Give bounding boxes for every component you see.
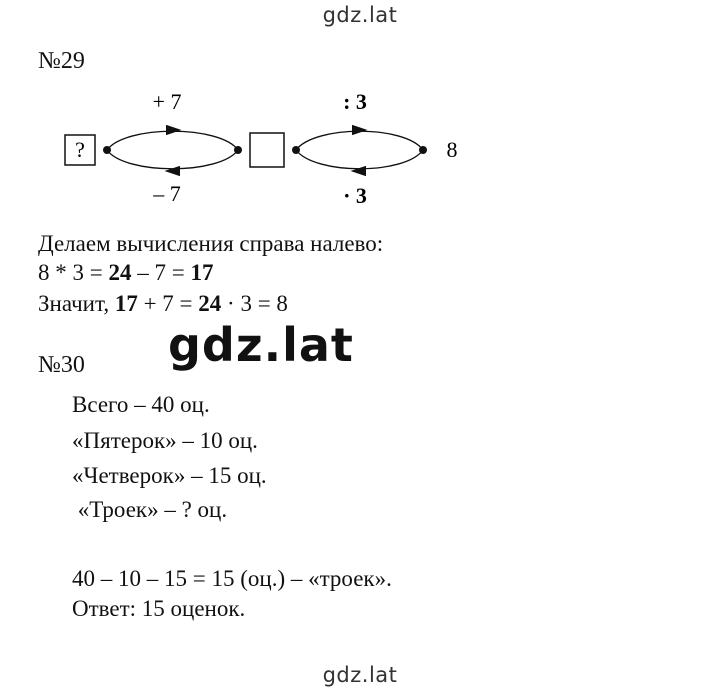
watermark-middle: gdz.lat (168, 318, 354, 372)
task-29-line-1: Делаем вычисления справа налево: (38, 231, 384, 256)
task-30-line-fives: «Пятерок» – 10 оц. (72, 428, 258, 453)
arc2-top-label: : 3 (343, 89, 367, 114)
task-29-line-3 (38, 291, 288, 317)
task-29-line-2-part-a: 8 * 3 = (38, 260, 109, 285)
task-30-solution: 40 – 10 – 15 = 15 (оц.) – «троек». (72, 566, 392, 591)
task-29-line-2 (38, 260, 213, 286)
task-29-line-2-part-c: – 7 = (131, 260, 191, 285)
arc1-top-label: + 7 (152, 89, 182, 114)
task-30-answer: Ответ: 15 оценок. (72, 596, 246, 621)
task-29-line-3-part-c: + 7 = (137, 291, 199, 316)
arc2-bottom-label: · 3 (343, 183, 367, 208)
arc2-top (296, 131, 423, 150)
start-box-label: ? (75, 137, 85, 162)
watermark-bottom: gdz.lat (322, 663, 398, 687)
arc2-bottom (296, 150, 423, 169)
task-29-line-3-part-a: Значит, (38, 291, 115, 316)
arc1-bottom (107, 150, 238, 169)
task-29-line-3-part-e: · 3 = 8 (221, 291, 288, 316)
task-30-line-fours: «Четверок» – 15 оц. (72, 463, 267, 488)
task-29-line-2-part-d: 17 (190, 260, 214, 285)
task-29-diagram (55, 85, 475, 215)
task-29-line-3-part-d: 24 (198, 291, 222, 316)
task-30-number: №30 (38, 352, 85, 378)
task-30-line-total: Всего – 40 оц. (72, 392, 210, 417)
task-29-line-2-part-b: 24 (108, 260, 132, 285)
watermark-top: gdz.lat (322, 3, 398, 27)
task-30-line-threes: «Троек» – ? оц. (72, 497, 228, 522)
task-29-line-3-part-b: 17 (114, 291, 138, 316)
arc1-top (107, 131, 238, 150)
task-29-number: №29 (38, 48, 85, 74)
middle-box (250, 133, 284, 167)
arc1-bottom-label: – 7 (153, 181, 181, 206)
end-value: 8 (446, 137, 458, 162)
